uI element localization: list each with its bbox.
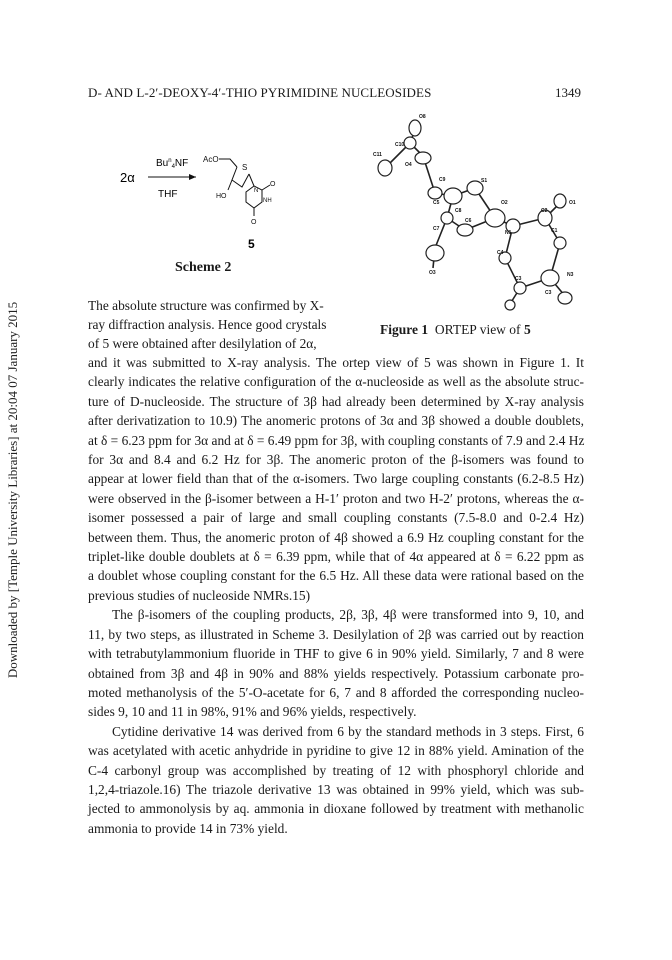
svg-text:O8: O8 — [419, 114, 426, 120]
svg-text:C3: C3 — [515, 276, 522, 282]
text-line: a doublet whose coupling constant for the 6.5 Hz. All these data were rational based on the — [88, 568, 584, 584]
text-line: 11, by two steps, as illustrated in Scheme 3. Desilylation of 2β was carried out by reaction — [88, 626, 584, 642]
text-line: for 3α and 8.4 and 6.2 Hz for 3β. The anomeric proton of the β-isomers was found to — [88, 452, 584, 468]
ortep-drawing — [355, 108, 585, 323]
svg-text:O2: O2 — [501, 200, 508, 206]
svg-text:S1: S1 — [481, 178, 488, 184]
paragraph-3 — [88, 722, 584, 838]
svg-text:S: S — [242, 163, 248, 172]
arrow-head — [189, 174, 196, 180]
svg-text:C10: C10 — [395, 142, 405, 148]
body-text — [88, 353, 584, 838]
svg-text:C11: C11 — [373, 152, 382, 158]
atom-labels — [373, 114, 576, 296]
svg-text:C4: C4 — [497, 250, 504, 256]
text-line: triplet-like double doublets at δ = 6.39 ppm, while that of 4α appeared at δ = 6.22 ppm as — [88, 549, 584, 565]
ortep-figure — [355, 108, 585, 323]
svg-text:C2: C2 — [541, 208, 548, 214]
svg-text:HO: HO — [216, 193, 227, 200]
reactant-label: 2α — [120, 170, 135, 185]
svg-text:N3: N3 — [567, 272, 574, 278]
running-head: D- AND L-2′-DEOXY-4′-THIO PYRIMIDINE NUCLEOSIDES — [88, 85, 432, 100]
svg-text:C7: C7 — [433, 226, 440, 232]
text-line: 1,2,4-triazole.16) The triazole derivative 13 was obtained in 99% yield, which was sub- — [88, 781, 584, 797]
text-line: and it was submitted to X-ray analysis. The ortep view of 5 was shown in Figure 1. It — [88, 355, 584, 370]
figure-caption-text: ORTEP view of — [434, 322, 521, 337]
text-line: clearly indicates the relative configuration of the α-nucleoside as well as the absolute struc- — [88, 374, 584, 390]
svg-text:C3: C3 — [545, 290, 552, 296]
product-number: 5 — [248, 237, 255, 251]
paragraph-1 — [88, 353, 584, 605]
figure-caption — [380, 322, 531, 338]
paragraph-2 — [88, 605, 584, 721]
text-line: obtained from 3β and 4β in 90% and 88% yields respectively. Potassium carbonate pro- — [88, 665, 584, 681]
text-line: ray diffraction analysis. Hence good crystals — [88, 316, 327, 332]
text-line: ammonia to provide 14 in 73% yield. — [88, 820, 288, 836]
text-line: sides 9, 10 and 11 in 98%, 91% and 96% yields, respectively. — [88, 704, 417, 720]
text-line: between them. Thus, the anomeric proton of 4β showed a 6.9 Hz coupling constant for the — [88, 529, 584, 545]
svg-text:AcO: AcO — [203, 155, 219, 164]
reagent-label: $Bu^n_4NF$ — [156, 158, 189, 170]
text-line: The absolute structure was confirmed by X- — [88, 298, 324, 313]
download-notice: Downloaded by [Temple University Libraries] at 20:04 07 January 2015 — [5, 301, 20, 679]
text-line: Cytidine derivative 14 was derived from 6 by the standard methods in 3 steps. First, 6 — [112, 723, 584, 739]
text-line: ture of D-nucleoside. The structure of 3β had already been determined by X-ray analysis — [88, 393, 584, 409]
svg-text:C1: C1 — [551, 228, 558, 234]
text-line: jected to ammonolysis by aq. ammonia in dioxane followed by treatment with methanolic — [88, 801, 584, 817]
svg-text:NH: NH — [263, 198, 272, 204]
figure-label: Figure 1 — [380, 322, 429, 337]
text-line: with tetrabutylammonium fluoride in THF to give 6 in 90% yield. Similarly, 7 and 8 were — [88, 646, 584, 662]
text-line: C-4 carbonyl group was accomplished by treating of 12 with phosphoryl chloride and — [88, 762, 584, 778]
text-line: previous studies of nucleoside NMRs.15) — [88, 587, 311, 603]
svg-text:O3: O3 — [429, 270, 436, 276]
paragraph-1-wrapped — [88, 297, 348, 353]
text-line: isomer possessed a pair of large and small coupling constants (7.5-8.0 and 0-2.4 Hz) — [88, 510, 584, 526]
solvent-label: THF — [158, 189, 178, 200]
svg-text:C8: C8 — [455, 208, 462, 214]
product-structure — [203, 155, 276, 226]
figure-caption-number: 5 — [523, 322, 531, 337]
scheme-title: Scheme 2 — [175, 260, 232, 275]
page-number: 1349 — [555, 85, 581, 100]
svg-text:N1: N1 — [505, 230, 512, 236]
text-line: moted methanolysis of the 5′-O-acetate for 6, 7 and 8 afforded the corresponding nucleo- — [88, 684, 584, 700]
svg-text:C5: C5 — [433, 200, 440, 206]
svg-text:O1: O1 — [569, 200, 576, 206]
text-line: The β-isomers of the coupling products, 2β, 3β, 4β were transformed into 9, 10, and — [112, 607, 584, 623]
text-line: after derivatization to 10.9) The anomeric protons of 3α and 3β showed a double doublets, — [88, 413, 584, 429]
text-line: of 5 were obtained after desilylation of 2α, — [88, 335, 317, 351]
text-line: at δ = 6.23 ppm for 3α and at δ = 6.49 ppm for 3β, with coupling constants of 7.9 and 2.4 Hz — [88, 432, 585, 448]
svg-text:C9: C9 — [439, 177, 446, 183]
svg-text:O: O — [251, 219, 257, 226]
text-line: was acetylated with acetic anhydride in pyridine to give 12 in 88% yield. Amination of the — [88, 743, 584, 759]
svg-text:O: O — [270, 181, 276, 188]
svg-text:N: N — [254, 188, 259, 194]
svg-text:C6: C6 — [465, 218, 472, 224]
svg-text:O4: O4 — [405, 162, 412, 168]
text-line: appear at lower field than that of the α-isomers. Two large coupling constants (6.2-8.5 Hz) — [88, 471, 584, 487]
text-line: were observed in the β-isomer between a H-1′ proton and two H-2′ protons, whereas the α- — [88, 490, 584, 506]
download-watermark — [6, 300, 20, 680]
atoms — [378, 120, 572, 310]
